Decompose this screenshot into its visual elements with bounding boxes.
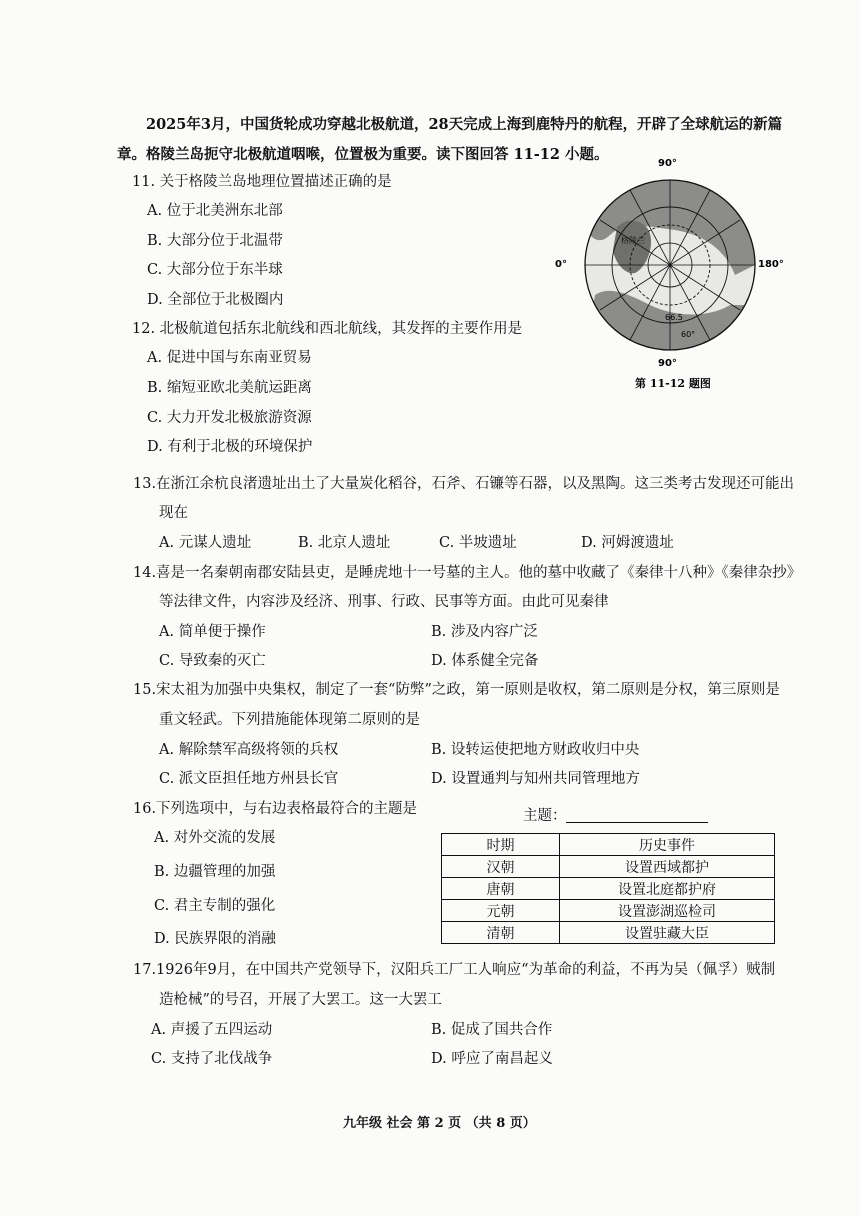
q14-option-c: C. 导致秦的灭亡 <box>159 653 266 669</box>
q15-option-b: B. 设转运使把地方财政收归中央 <box>431 742 640 758</box>
table-header-row <box>442 834 775 856</box>
q14-stem-line-1: 14.喜是一名秦朝南郡安陆县吏，是睡虎地十一号墓的主人。他的墓中收藏了《秦律十八种》《秦律杂抄》 <box>133 565 802 581</box>
q16-option-a: A. 对外交流的发展 <box>154 830 276 846</box>
q16-stem: 16.下列选项中，与右边表格最符合的主题是 <box>133 801 418 817</box>
table-cell-event: 设置澎湖巡检司 <box>560 900 775 922</box>
table-cell-period: 汉朝 <box>442 856 560 878</box>
q17-option-d: D. 呼应了南昌起义 <box>431 1051 553 1067</box>
table-cell-event: 设置北庭都护府 <box>560 878 775 900</box>
q15-option-d: D. 设置通判与知州共同管理地方 <box>431 771 640 787</box>
table-row <box>442 856 775 878</box>
q12-option-a: A. 促进中国与东南亚贸易 <box>147 350 312 366</box>
q15-option-a: A. 解除禁军高级将领的兵权 <box>159 742 339 758</box>
q11-option-d: D. 全部位于北极圈内 <box>147 292 284 308</box>
q14-option-d: D. 体系健全完备 <box>431 653 539 669</box>
q14-option-b: B. 涉及内容广泛 <box>431 624 538 640</box>
q14-stem-line-2: 等法律文件，内容涉及经济、刑事、行政、民事等方面。由此可见秦律 <box>159 594 609 610</box>
q16-history-table <box>441 833 775 944</box>
q15-stem-line-1: 15.宋太祖为加强中央集权，制定了一套“防弊”之政，第一原则是收权，第二原则是分权，第三原则是 <box>133 682 780 698</box>
q17-stem-line-2: 造枪械”的号召，开展了大罢工。这一大罢工 <box>159 992 442 1008</box>
q11-option-b: B. 大部分位于北温带 <box>147 233 283 249</box>
q13-stem-line-1: 13.在浙江余杭良渚遗址出土了大量炭化稻谷，石斧、石镰等石器，以及黑陶。这三类考古发现还可能出 <box>133 476 795 492</box>
intro-line-1: 2025年3月，中国货轮成功穿越北极航道，28天完成上海到鹿特丹的航程，开辟了全球航运的新篇 <box>146 116 783 133</box>
q12-option-c: C. 大力开发北极旅游资源 <box>147 410 312 426</box>
arctic-polar-map-figure <box>555 155 785 395</box>
q13-option-c: C. 半坡遗址 <box>439 535 517 551</box>
table-cell-event: 设置驻藏大臣 <box>560 922 775 944</box>
figure-caption: 第 11-12 题图 <box>635 377 711 390</box>
q11-option-a: A. 位于北美洲东北部 <box>147 203 283 219</box>
table-cell-event: 设置西域都护 <box>560 856 775 878</box>
table-row <box>442 922 775 944</box>
q11-option-c: C. 大部分位于东半球 <box>147 262 283 278</box>
q12-option-b: B. 缩短亚欧北美航运距离 <box>147 380 312 396</box>
label-60: 60° <box>681 330 696 339</box>
q13-option-a: A. 元谋人遗址 <box>159 535 252 551</box>
q15-stem-line-2: 重文轻武。下列措施能体现第二原则的是 <box>159 712 420 728</box>
label-90-bottom: 90° <box>658 358 677 369</box>
q17-option-a: A. 声援了五四运动 <box>151 1022 273 1038</box>
q14-option-a: A. 简单便于操作 <box>159 624 266 640</box>
q16-option-d: D. 民族界限的消融 <box>154 931 276 947</box>
q15-option-c: C. 派文臣担任地方州县长官 <box>159 771 339 787</box>
label-180: 180° <box>758 259 784 270</box>
label-0: 0° <box>555 259 567 270</box>
label-90-top: 90° <box>658 158 677 169</box>
q17-option-b: B. 促成了国共合作 <box>431 1022 553 1038</box>
q17-stem-line-1: 17.1926年9月，在中国共产党领导下，汉阳兵工厂工人响应“为革命的利益，不再为吴（佩孚）贼制 <box>133 962 776 978</box>
q11-stem: 11. 关于格陵兰岛地理位置描述正确的是 <box>132 174 392 190</box>
table-cell-period: 清朝 <box>442 922 560 944</box>
table-cell-period: 元朝 <box>442 900 560 922</box>
q16-option-c: C. 君主专制的强化 <box>154 898 276 914</box>
table-header-period: 时期 <box>442 834 560 856</box>
q13-stem-line-2: 现在 <box>159 505 188 521</box>
greenland-label: 格陵兰 <box>621 236 645 245</box>
table-header-event: 历史事件 <box>560 834 775 856</box>
q13-option-b: B. 北京人遗址 <box>298 535 391 551</box>
table-row <box>442 878 775 900</box>
q16-option-b: B. 边疆管理的加强 <box>154 864 276 880</box>
intro-line-2: 章。格陵兰岛扼守北极航道咽喉，位置极为重要。读下图回答 11-12 小题。 <box>117 146 609 163</box>
label-66-5: 66.5 <box>665 313 683 322</box>
table-cell-period: 唐朝 <box>442 878 560 900</box>
q13-option-d: D. 河姆渡遗址 <box>581 535 674 551</box>
q16-theme-blank <box>566 822 708 823</box>
table-row <box>442 900 775 922</box>
q12-option-d: D. 有利于北极的环境保护 <box>147 439 313 455</box>
q16-theme-label: 主题： <box>523 808 567 824</box>
q12-stem: 12. 北极航道包括东北航线和西北航线，其发挥的主要作用是 <box>132 321 523 337</box>
q17-option-c: C. 支持了北伐战争 <box>151 1051 273 1067</box>
page-footer: 九年级 社会 第 2 页 （共 8 页） <box>343 1116 536 1131</box>
